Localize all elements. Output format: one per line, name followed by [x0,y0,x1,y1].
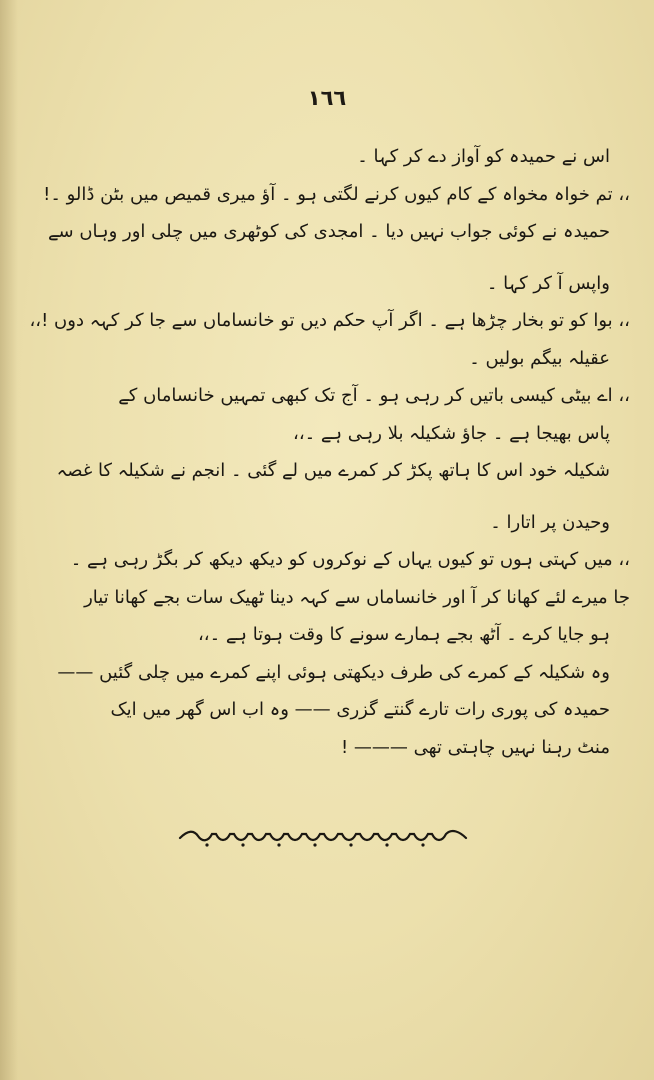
text-line: حمیدہ کی پوری رات تارے گنتے گزری —— وہ اب اس گھر میں ایک [110,699,610,720]
urdu-text-body [2,138,640,766]
text-line: حمیدہ نے کوئی جواب نہیں دیا ۔ امجدی کی کوٹھری میں چلی اور وہاں سے [47,221,610,242]
text-line: منٹ رہنا نہیں چاہتی تھی ——— ! [340,736,610,758]
text-line: ،، اے بیٹی کیسی باتیں کر رہی ہو ۔ آج تک کبھی تمہیں خانساماں کے [118,385,630,406]
text-line: ،، میں کہتی ہوں تو کیوں یہاں کے نوکروں کو دیکھ دیکھ کر بگڑ رہی ہے ۔ [70,549,630,570]
text-line: اس نے حمیدہ کو آواز دے کر کہا ۔ [357,146,610,167]
text-line: جا میرے لئے کھانا کر آ اور خانساماں سے کہہ دینا ٹھیک سات بجے کھانا تیار [84,586,630,608]
text-line: ،، تم خواہ مخواہ کے کام کیوں کرنے لگتی ہو ۔ آؤ میری قمیص میں بٹن ڈالو ۔! [43,183,630,205]
page-number: ١٦٦ [307,86,347,110]
text-line: عقیلہ بیگم بولیں ۔ [469,347,610,369]
text-line: ہو جایا کرے ۔ آٹھ بجے ہمارے سونے کا وقت ہوتا ہے ۔،، [197,624,610,645]
text-line: وحیدن پر اتارا ۔ [490,511,610,533]
text-line: وہ شکیلہ کے کمرے کی طرف دیکھتی ہوئی اپنے کمرے میں چلی گئیں —— [57,661,610,683]
text-line: ،، بوا کو تو بخار چڑھا ہے ۔ اگر آپ حکم دیں تو خانساماں سے جا کر کہہ دوں !،، [29,310,630,331]
ornament-flourish [178,826,468,848]
text-line: شکیلہ خود اس کا ہاتھ پکڑ کر کمرے میں لے گئی ۔ انجم نے شکیلہ کا غصہ [56,460,610,481]
text-line: پاس بھیجا ہے ۔ جاؤ شکیلہ بلا رہی ہے ۔،، [293,422,610,444]
section-end-ornament [178,826,468,848]
text-line: واپس آ کر کہا ۔ [486,272,610,294]
